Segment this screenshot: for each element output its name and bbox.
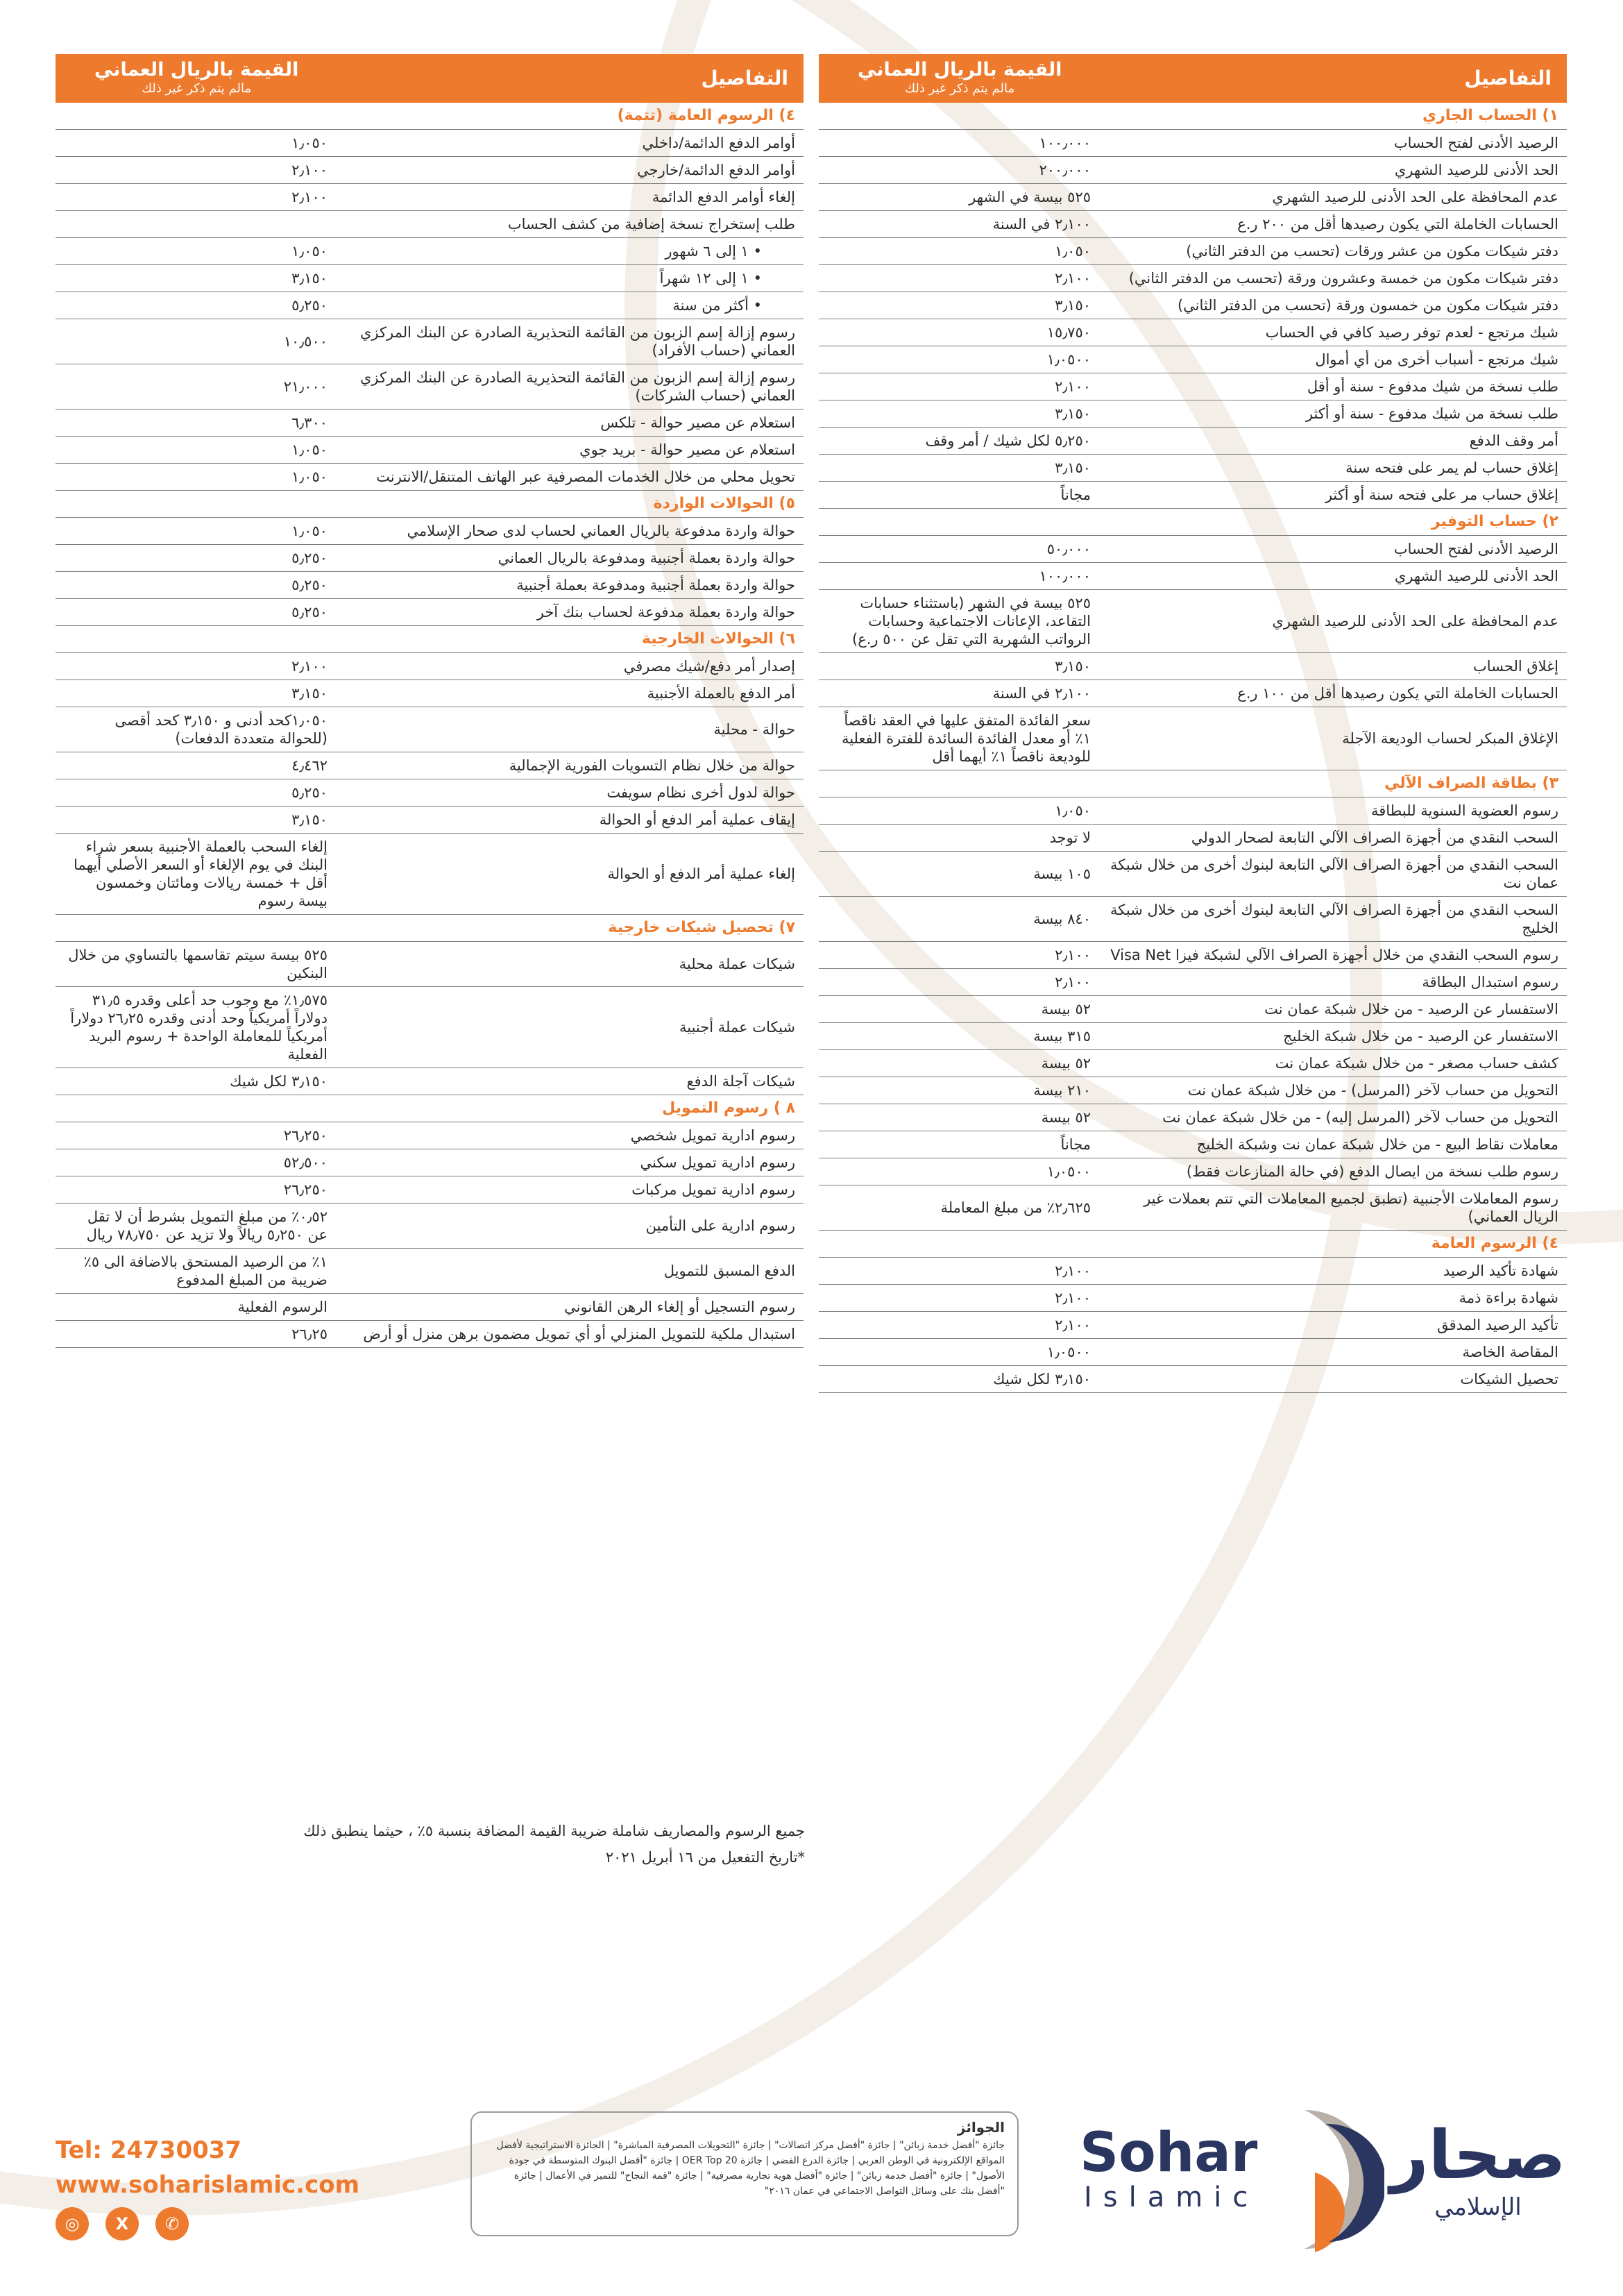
row-value: سعر الفائدة المتفق عليها في العقد ناقصاً ١٪ أو معدل الفائدة السائدة للفترة الفعلية للوديعة ناقصاً ١٪ أيهما أقل [841,712,1091,765]
right-fee-table [819,54,1567,1393]
x-icon[interactable]: X [105,2207,139,2240]
row-details: حوالة واردة بعملة أجنبية ومدفوعة بعملة أجنبية [516,577,795,593]
row-details: أمر الدفع بالعملة الأجنبية [647,685,795,702]
row-value: ١٫٠٥٠ [291,441,328,458]
row-details: إصدار أمر دفع/شيك مصرفي [623,658,795,675]
row-details: رسوم ادارية تمويل شخصي [630,1127,795,1144]
row-details: الحد الأدنى للرصيد الشهري [1394,568,1558,584]
row-details: عدم المحافظة على الحد الأدنى للرصيد الشهري [1272,189,1558,205]
table-row [819,897,1567,942]
row-details: الحسابات الخاملة التي يكون رصيدها أقل من ٢٠٠ ر.ع [1237,216,1558,233]
row-details: رسوم التسجيل أو إلغاء الرهن القانوني [564,1299,795,1315]
awards-title: الجوائز [957,2119,1005,2136]
table-row [819,1158,1567,1185]
table-row [56,238,804,265]
row-value: ٣٫١٥٠ [291,270,328,287]
row-details: المقاصة الخاصة [1462,1344,1558,1360]
row-details: إلغاء أوامر الدفع الدائمة [652,189,795,205]
table-row [56,1122,804,1149]
table-row [56,1249,804,1294]
table-row [56,545,804,572]
table-row [819,292,1567,319]
row-details: الرصيد الأدنى لفتح الحساب [1393,135,1558,151]
row-value: ٥٢٫٥٠٠ [283,1154,328,1171]
table-row [819,852,1567,897]
row-details: الاستفسار عن الرصيد - من خلال شبكة الخليج [1283,1028,1558,1045]
row-value: ٢٫١٠٠ [1055,947,1091,963]
row-details: التحويل من حساب لآخر (المرسل إليه) - من خلال شبكة عمان نت [1162,1109,1558,1126]
row-value: ١٫٠٥٠كحد أدنى و ٣٫١٥٠ كحد أقصى (للحوالة متعددة الدفعات) [114,712,328,747]
row-value: ٣٫١٥٠ [1055,658,1091,675]
row-details: ١) الحساب الجاري [1422,107,1558,124]
row-details: استبدال ملكية للتمويل المنزلي أو أي تمويل مضمون برهن منزل أو أرض [363,1326,795,1342]
table-row [56,653,804,680]
row-details: ٤) الرسوم العامة [1431,1235,1558,1252]
row-value: ١٫٠٥٠٠ [1046,1163,1091,1180]
table-row [819,184,1567,211]
row-value: ٢٦٫٢٥ [291,1326,328,1342]
row-details: حوالة واردة بعملة مدفوعة لحساب بنك آخر [536,604,795,621]
row-details: ٣) بطاقة الصراف الآلي [1384,775,1558,792]
row-details: ٢) حساب التوفير [1431,513,1558,530]
row-value: ٢٫١٠٠ [1055,1317,1091,1333]
vat-footnote: جميع الرسوم والمصاريف شاملة ضريبة القيمة المضافة بنسبة ٥٪ ، حيثما ينطبق ذلك [303,1823,805,1839]
table-row [819,373,1567,400]
row-value: ١٠٫٥٠٠ [283,333,328,350]
table-header [819,54,1567,103]
table-row [56,1204,804,1249]
table-row [819,455,1567,482]
row-details: الدفع المسبق للتمويل [663,1263,795,1279]
row-details: إغلاق الحساب [1472,658,1558,675]
row-value: ٣٫١٥٠ [291,811,328,828]
row-details: شهادة براءة ذمة [1459,1290,1558,1306]
row-details: شيك مرتجع - لعدم توفر رصيد كافي في الحساب [1265,324,1558,341]
row-details: الإغلاق المبكر لحساب الوديعة الآجلة [1342,730,1558,747]
table-row [819,238,1567,265]
row-value: ١٫٠٥٠٠ [1046,351,1091,368]
row-value: مجاناً [1060,1136,1091,1153]
left-fee-table [56,54,804,1348]
row-details: طلب إستخراج نسخة إضافية من كشف الحساب [507,216,795,233]
table-row [819,482,1567,509]
row-details: حوالة واردة مدفوعة بالريال العماني لحساب لدى صحار الإسلامي [407,523,795,539]
row-details: تحويل محلي من خلال الخدمات المصرفية عبر الهاتف المتنقل/الانترنت [376,469,795,485]
row-details: رسوم إزالة إسم الزبون من القائمة التحذيرية الصادرة عن البنك المركزي العماني (حساب الأفراد) [359,324,795,359]
row-details: ٤) الرسوم العامة (تتمة) [617,107,795,124]
row-details: السحب النقدي من أجهزة الصراف الآلي التابعة لبنوك أخرى من خلال شبكة الخليج [1110,902,1558,936]
section-heading [56,103,804,130]
section-heading [819,103,1567,130]
row-value: ١٥٫٧٥٠ [1046,324,1091,341]
table-row [819,942,1567,969]
effective-date-footnote: *تاريخ التفعيل من ١٦ أبريل ٢٠٢١ [605,1849,805,1866]
row-value: ١٠٠٫٠٠٠ [1039,568,1091,584]
row-value: ٣٫١٥٠ [1055,297,1091,314]
section-heading [56,491,804,518]
table-row [56,265,804,292]
table-row [819,1339,1567,1366]
sohar-islamic-logo-en: Sohar Islamic [1080,2122,1259,2213]
row-details: حوالة - محلية [713,721,795,738]
table-row [56,518,804,545]
table-row [819,1258,1567,1285]
row-details: معاملات نقاط البيع - من خلال شبكة عمان نت وشبكة الخليج [1196,1136,1558,1153]
row-details: حوالة واردة بعملة أجنبية ومدفوعة بالريال العماني [498,550,795,566]
row-value: ٢١٫٠٠٠ [283,378,328,395]
table-row [819,265,1567,292]
section-heading [819,509,1567,536]
table-row [56,364,804,410]
row-details: أوامر الدفع الدائمة/خارجي [637,162,795,178]
row-value: ٢٫١٠٠ في السنة [992,216,1091,233]
row-details: الحد الأدنى للرصيد الشهري [1394,162,1558,178]
section-heading [56,626,804,653]
table-row [56,464,804,491]
row-value: ٥٫٢٥٠ لكل شيك / أمر وقف [925,432,1091,449]
row-details: استعلام عن مصير حوالة - تلكس [600,414,795,431]
table-row [819,1023,1567,1050]
table-row [56,1068,804,1095]
section-heading [56,915,804,942]
table-row [819,130,1567,157]
row-details: رسوم استبدال البطاقة [1422,974,1558,990]
table-row [56,807,804,834]
table-row [56,779,804,807]
row-value: ٢٫١٠٠ [1055,1290,1091,1306]
row-value: ٥٢ بيسة [1041,1055,1091,1072]
table-row [819,1366,1567,1393]
row-details: رسوم ادارية تمويل مركبات [631,1181,795,1198]
section-heading [819,770,1567,797]
row-value: ١٫٠٥٠ [1055,802,1091,819]
table-row [819,1312,1567,1339]
table-row [56,680,804,707]
row-value: الرسوم الفعلية [237,1299,328,1315]
row-details: رسوم السحب النقدي من خلال أجهزة الصراف الآلي لشبكة فيزا Visa Net [1110,947,1558,963]
table-row [819,1131,1567,1158]
value-heading: القيمة بالريال العماني مالم يتم ذكر غير ذلك [858,59,1062,96]
row-details: الاستفسار عن الرصيد - من خلال شبكة عمان نت [1264,1001,1558,1018]
row-value: ٢٫١٠٠ [1055,378,1091,395]
row-details: السحب النقدي من أجهزة الصراف الآلي التابعة لبنوك أخرى من خلال شبكة عمان نت [1110,856,1558,891]
details-heading: التفاصيل [701,67,788,90]
row-value: ٥٠٫٠٠٠ [1046,541,1091,557]
table-row [56,572,804,599]
row-details: كشف حساب مصغر - من خلال شبكة عمان نت [1275,1055,1558,1072]
row-value: ٥٢٥ بيسة سيتم تقاسمها بالتساوي من خلال البنكين [68,947,328,981]
row-details: إيقاف عملية أمر الدفع أو الحوالة [599,811,795,828]
row-value: ١٫٠٥٠ [291,243,328,260]
row-value: ٢٫١٠٠ [1055,1263,1091,1279]
table-row [56,1294,804,1321]
table-row [56,437,804,464]
row-details: أوامر الدفع الدائمة/داخلي [642,135,795,151]
row-details: ٥) الحوالات الواردة [653,495,795,512]
row-value: ١٠٥ بيسة [1033,866,1091,882]
value-heading: القيمة بالريال العماني مالم يتم ذكر غير ذلك [94,59,299,96]
row-details: تحصيل الشيكات [1460,1371,1558,1387]
row-details: ٨ ) رسوم التمويل [662,1099,795,1117]
table-row [819,653,1567,680]
awards-text: جائزة "أفضل خدمة زبائن" | جائزة "أفضل مركز اتصالات" | جائزة "التحويلات المصرفية المباشرة" | الجائزة الاستراتيجية لأفضل المواقع الإلكترونية في الوطن العربي | جائزة الدرع الفضي | جائزة OER Top 20 | جائزة "أفضل البنوك المتوسطة في جودة الأصول" | جائزة "أفضل خدمة زبائن" | جائزة "أفضل هوية تجارية مصرفية" | جائزة "قمة النجاح" للتميز في الأعمال | جائزة "أفضل بنك على وسائل التواصل الاجتماعي في عمان ٢٠١٦" [496,2140,1005,2197]
row-details: • ١ إلى ٦ شهور [665,243,762,260]
row-value: ٢٫١٠٠ [291,162,328,178]
row-value: ١٫٠٥٠٠ [1046,1344,1091,1360]
row-value: ٠٫٥٢٪ من مبلغ التمويل بشرط أن لا تقل عن ٥٫٢٥٠ ريالاً ولا تزيد عن ٧٨٫٧٥٠ ريال [86,1208,328,1243]
awards-box [470,2111,1019,2236]
row-value: ٣٫١٥٠ [291,685,328,702]
row-value: مجاناً [1060,487,1091,503]
table-row [819,996,1567,1023]
row-details: ٦) الحوالات الخارجية [641,630,795,648]
row-value: ١٪ من الرصيد المستحق بالاضافة الى ٥٪ ضريبة من المبلغ المدفوع [83,1253,328,1288]
row-value: ٣٫١٥٠ [1055,405,1091,422]
row-value: ١٠٠٫٠٠٠ [1039,135,1091,151]
row-value: ٥٫٢٥٠ [291,784,328,801]
row-details: السحب النقدي من أجهزة الصراف الآلي التابعة لصحار الدولي [1191,829,1558,846]
row-value: ٥٫٢٥٠ [291,550,328,566]
table-row [819,1185,1567,1231]
row-details: تأكيد الرصيد المدقق [1437,1317,1558,1333]
table-row [819,969,1567,996]
table-row [56,707,804,752]
row-details: حوالة من خلال نظام التسويات الفورية الإجمالية [509,757,795,774]
table-row [819,400,1567,428]
row-details: إغلاق حساب لم يمر على فتحه سنة [1345,459,1558,476]
row-details: التحويل من حساب لآخر (المرسل) - من خلال شبكة عمان نت [1187,1082,1558,1099]
table-row [819,590,1567,653]
row-value: لا توجد [1049,829,1091,846]
right-rows [819,103,1567,1393]
row-value: ١٫٠٥٠ [291,469,328,485]
table-row [819,157,1567,184]
website-link[interactable]: www.soharislamic.com [56,2171,360,2199]
phone-number: Tel: 24730037 [56,2136,242,2164]
row-details: الرصيد الأدنى لفتح الحساب [1393,541,1558,557]
table-row [56,1176,804,1204]
row-value: ٢٦٫٢٥٠ [283,1181,328,1198]
table-row [56,1321,804,1348]
row-details: طلب نسخة من شيك مدفوع - سنة أو أكثر [1305,405,1558,422]
row-value: إلغاء السحب بالعملة الأجنبية بسعر شراء البنك في يوم الإلغاء أو السعر الأصلي أيهما أقل + خمسة ريالات ومائتان وخمسون بيسة رسوم [74,838,328,909]
table-row [819,346,1567,373]
row-value: ٥٢ بيسة [1041,1109,1091,1126]
table-row [819,825,1567,852]
row-details: أمر وقف الدفع [1469,432,1558,449]
row-details: شيكات آجلة الدفع [686,1073,795,1090]
table-row [56,752,804,779]
whatsapp-icon[interactable]: ✆ [155,2207,189,2240]
row-details: طلب نسخة من شيك مدفوع - سنة أو أقل [1307,378,1558,395]
table-row [819,1077,1567,1104]
row-value: ٣٫١٥٠ لكل شيك [230,1073,328,1090]
section-heading [56,1095,804,1122]
brand-emblem-icon [1263,2096,1384,2259]
row-details: • ١ إلى ١٢ شهراً [659,270,762,287]
table-row [56,942,804,987]
table-row [819,1285,1567,1312]
table-row [56,211,804,238]
row-details: ٧) تحصيل شيكات خارجية [608,919,795,936]
row-details: عدم المحافظة على الحد الأدنى للرصيد الشهري [1272,613,1558,630]
row-details: رسوم العضوية السنوية للبطاقة [1370,802,1558,819]
row-details: رسوم طلب نسخة من ايصال الدفع (في حالة المنازعات فقط) [1186,1163,1558,1180]
row-value: ٥٫٢٥٠ [291,604,328,621]
table-row [819,211,1567,238]
row-details: • أكثر من سنة [672,297,762,314]
section-heading [819,1231,1567,1258]
row-value: ٢٫١٠٠ [291,189,328,205]
row-value: ٢٫٦٢٥٪ من مبلغ المعاملة [940,1199,1091,1216]
row-value: ٢٫١٠٠ [291,658,328,675]
table-row [56,834,804,915]
row-value: ٢٫١٠٠ [1055,270,1091,287]
row-value: ٤٫٤٦٢ [291,757,328,774]
row-value: ١٫٠٥٠ [1055,243,1091,260]
sohar-islamic-logo-ar: صحار الإسلامي [1390,2116,1566,2221]
row-details: استعلام عن مصير حوالة - بريد جوي [579,441,795,458]
row-details: شيكات عملة أجنبية [679,1019,795,1036]
row-value: ٣١٥ بيسة [1033,1028,1091,1045]
table-row [56,292,804,319]
row-value: ٢٫١٠٠ [1055,974,1091,990]
table-row [819,536,1567,563]
table-row [56,410,804,437]
row-value: ١٫٥٧٥٪ مع وجوب حد أعلى وقدره ٣١٫٥ دولاراً أمريكياً وحد أدنى وقدره ٢٦٫٢٥ دولاراً أمريكياً للمعاملة الواحدة + رسوم البريد الفعلية [70,992,328,1063]
row-value: ١٫٠٥٠ [291,523,328,539]
row-value: ٥٢٥ بيسة في الشهر (باستثناء حسابات التقاعد، الإعانات الاجتماعية وحسابات الرواتب الشهرية التي تقل عن ٥٠٠ ر.ع) [852,595,1091,648]
table-row [819,319,1567,346]
row-value: ٣٫١٥٠ لكل شيك [993,1371,1091,1387]
table-row [56,987,804,1068]
table-row [56,1149,804,1176]
table-row [56,184,804,211]
row-details: حوالة لدول أخرى نظام سويفت [606,784,795,801]
row-details: دفتر شيكات مكون من عشر ورقات (تحسب من الدفتر الثاني) [1186,243,1558,260]
table-row [819,1050,1567,1077]
row-value: ٢١٠ بيسة [1033,1082,1091,1099]
table-row [56,319,804,364]
row-value: ٢٫١٠٠ في السنة [992,685,1091,702]
row-details: دفتر شيكات مكون من خمسة وعشرون ورقة (تحسب من الدفتر الثاني) [1128,270,1558,287]
table-row [56,599,804,626]
row-value: ٥٫٢٥٠ [291,297,328,314]
row-value: ٣٫١٥٠ [1055,459,1091,476]
row-details: رسوم المعاملات الأجنبية (تطبق لجميع المعاملات التي تتم بعملات غير الريال العماني) [1144,1190,1558,1225]
row-details: شيكات عملة محلية [679,956,795,972]
row-details: إلغاء عملية أمر الدفع أو الحوالة [607,866,795,882]
row-details: الحسابات الخاملة التي يكون رصيدها أقل من ١٠٠ ر.ع [1237,685,1558,702]
row-value: ٥٢٥ بيسة في الشهر [969,189,1091,205]
row-value: ٢٦٫٢٥٠ [283,1127,328,1144]
row-details: إغلاق حساب مر على فتحه سنة أو أكثر [1325,487,1558,503]
row-details: رسوم إزالة إسم الزبون من القائمة التحذيرية الصادرة عن البنك المركزي العماني (حساب الشركات) [359,369,795,404]
left-rows [56,103,804,1348]
table-row [819,563,1567,590]
row-value: ١٫٠٥٠ [291,135,328,151]
table-header [56,54,804,103]
row-value: ٨٤٠ بيسة [1033,911,1091,927]
row-value: ٥٫٢٥٠ [291,577,328,593]
row-value: ٦٫٣٠٠ [291,414,328,431]
table-row [819,680,1567,707]
row-details: رسوم ادارية تمويل سكني [640,1154,795,1171]
row-details: دفتر شيكات مكون من خمسون ورقة (تحسب من الدفتر الثاني) [1177,297,1558,314]
table-row [819,1104,1567,1131]
row-value: ٢٠٠٫٠٠٠ [1039,162,1091,178]
instagram-icon[interactable]: ◎ [56,2207,89,2240]
details-heading: التفاصيل [1464,67,1552,90]
row-details: شيك مرتجع - أسباب أخرى من أي أموال [1315,351,1558,368]
row-value: ٥٢ بيسة [1041,1001,1091,1018]
table-row [819,428,1567,455]
table-row [819,707,1567,770]
table-row [56,130,804,157]
row-details: شهادة تأكيد الرصيد [1443,1263,1558,1279]
table-row [56,157,804,184]
row-details: رسوم ادارية على التأمين [645,1217,795,1234]
table-row [819,797,1567,825]
